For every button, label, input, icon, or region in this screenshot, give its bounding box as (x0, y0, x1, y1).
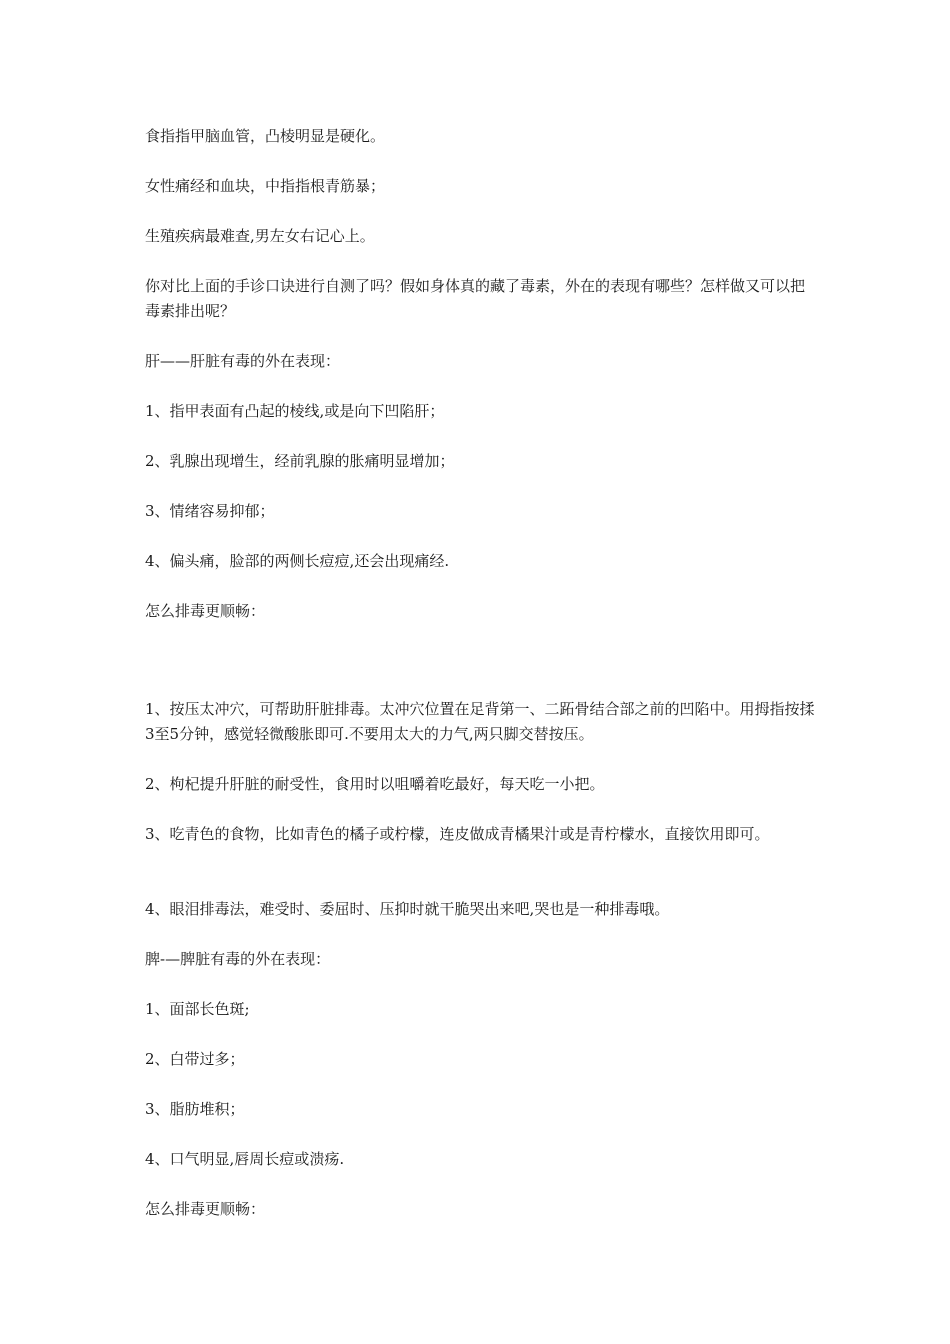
spleen-symptom-3: 3、脂肪堆积； (145, 1100, 245, 1118)
liver-symptom-4: 4、偏头痛，脸部的两侧长痘痘,还会出现痛经. (145, 552, 450, 570)
paragraph-index-finger: 食指指甲脑血管，凸棱明显是硬化。 (145, 127, 386, 145)
liver-symptom-2: 2、乳腺出现增生，经前乳腺的胀痛明显增加； (145, 452, 455, 470)
spleen-symptom-2: 2、白带过多； (145, 1050, 245, 1068)
heading-liver-detox: 怎么排毒更顺畅： (145, 602, 266, 620)
liver-symptom-3: 3、情绪容易抑郁； (145, 502, 275, 520)
paragraph-middle-finger: 女性痛经和血块，中指指根青筋暴； (145, 177, 386, 195)
liver-detox-4: 4、眼泪排毒法，难受时、委屈时、压抑时就干脆哭出来吧,哭也是一种排毒哦。 (145, 900, 670, 918)
spleen-symptom-1: 1、面部长色斑; (145, 1000, 250, 1018)
spleen-symptom-4: 4、口气明显,唇周长痘或溃疡. (145, 1150, 345, 1168)
liver-symptom-1: 1、指甲表面有凸起的棱线,或是向下凹陷肝； (145, 402, 445, 420)
liver-detox-2: 2、枸杞提升肝脏的耐受性，食用时以咀嚼着吃最好，每天吃一小把。 (145, 775, 605, 793)
heading-spleen-detox: 怎么排毒更顺畅： (145, 1200, 266, 1218)
liver-detox-1: 1、按压太冲穴，可帮助肝脏排毒。太冲穴位置在足背第一、二跖骨结合部之前的凹陷中。用拇指按揉3至5分钟，感觉轻微酸胀即可.不要用太大的力气,两只脚交替按压。 (145, 700, 815, 743)
liver-detox-3: 3、吃青色的食物，比如青色的橘子或柠檬，连皮做成青橘果汁或是青柠檬水，直接饮用即可。 (145, 825, 770, 843)
heading-spleen-symptoms: 脾-—脾脏有毒的外在表现： (145, 950, 331, 968)
paragraph-intro-question: 你对比上面的手诊口诀进行自测了吗？假如身体真的藏了毒素，外在的表现有哪些？怎样做又可以把毒素排出呢？ (145, 277, 806, 320)
paragraph-reproductive: 生殖疾病最难查,男左女右记心上。 (145, 227, 375, 245)
heading-liver-symptoms: 肝——肝脏有毒的外在表现： (145, 352, 341, 370)
